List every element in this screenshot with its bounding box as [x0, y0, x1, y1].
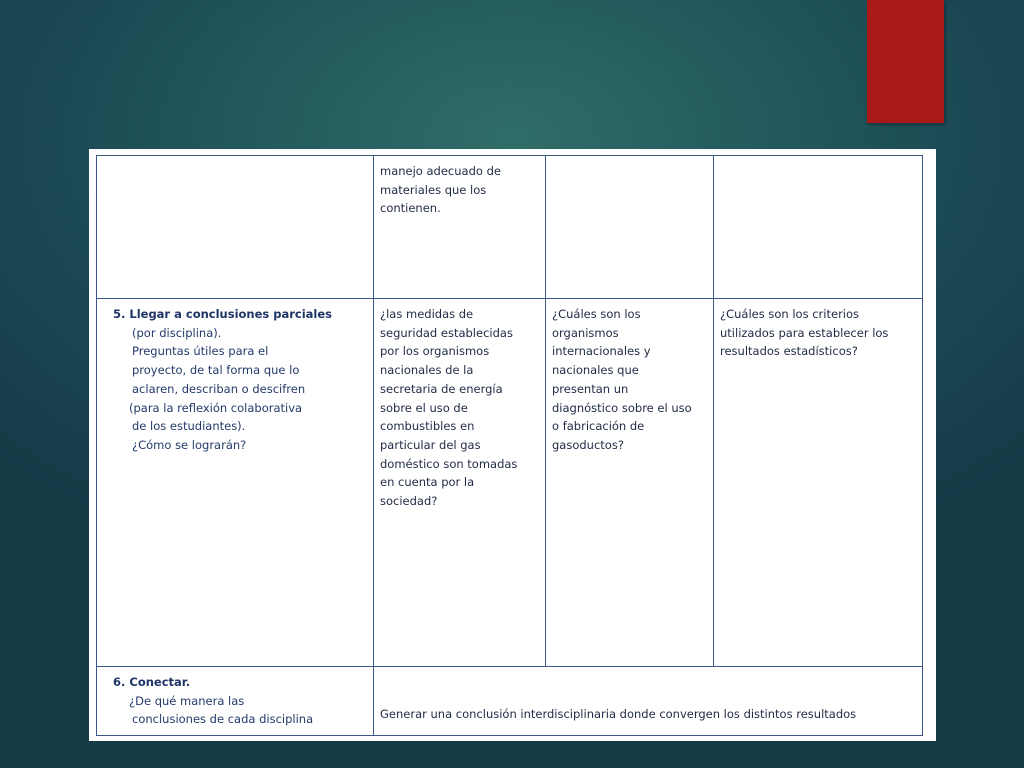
red-accent-tab — [867, 0, 944, 123]
question-criteria-cell: ¿Cuáles son los criterios utilizados para establecer los resultados estadísticos? — [714, 299, 923, 667]
table-row — [97, 156, 923, 299]
step-6-cell: 6. Conectar. ¿De qué manera las conclusiones de cada disciplina — [97, 667, 374, 736]
step-5-cell: 5. Llegar a conclusiones parciales (por disciplina). Preguntas útiles para el proyecto, de tal forma que lo aclaren, describan o descifren (para la reflexión colaborativa de los estudiantes). ¿Cómo se lograrán? — [97, 299, 374, 667]
table-row — [97, 299, 923, 667]
step-6-title: 6. Conectar. — [113, 675, 191, 689]
project-table-sheet — [89, 149, 936, 741]
question-organisms-cell: ¿Cuáles son los organismos internacionales y nacionales que presentan un diagnóstico sobre el uso o fabricación de gasoductos? — [546, 299, 714, 667]
table-cell-materials — [374, 156, 546, 299]
step-5-title: 5. Llegar a conclusiones parciales — [113, 307, 333, 321]
conclusion-cell — [374, 667, 923, 736]
table-cell-empty — [714, 156, 923, 299]
table-cell-empty — [97, 156, 374, 299]
question-safety-cell: ¿las medidas de seguridad establecidas por los organismos nacionales de la secretaria de energía sobre el uso de combustibles en particular del gas doméstico son tomadas en cuenta por la sociedad? — [374, 299, 546, 667]
materials-text: manejo adecuado de materiales que los contienen. — [380, 164, 501, 216]
table-row — [97, 667, 923, 736]
project-planning-table — [96, 155, 923, 736]
table-cell-empty — [546, 156, 714, 299]
conclusion-text: Generar una conclusión interdisciplinaria donde convergen los distintos resultados — [380, 707, 857, 722]
